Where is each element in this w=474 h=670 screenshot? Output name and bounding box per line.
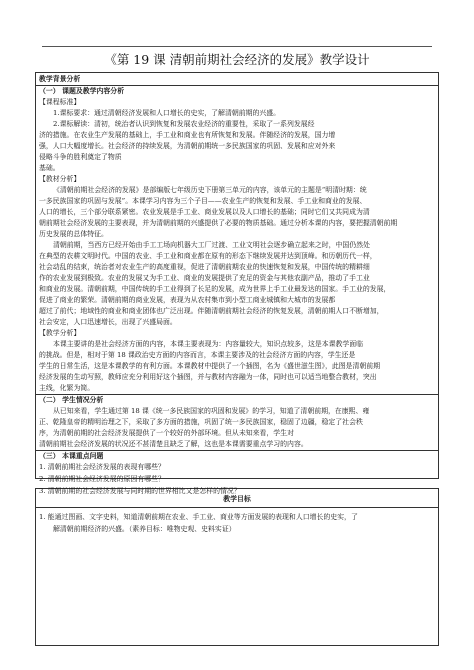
analysis-line: 的挑战。但是，相对于第 18 课政治史方面的内容而言，本课主要涉及的社会经济方面的内容，学生还是 xyxy=(39,351,356,359)
textbook-line: 人口的增长，三个部分联系紧密。农业发展是手工业、商业发展以及人口增长的基础；同时它们又共同成为清 xyxy=(39,208,370,216)
textbook-tag: 【教材分析】 xyxy=(39,175,81,183)
analysis-line: 主线，化繁为简。 xyxy=(39,384,95,392)
analysis-line: 本课主要讲的是社会经济方面的内容，本课主要表现为：内容量较大，知识点较多，这是本课教学面临 xyxy=(53,340,364,348)
curriculum-line: 侵略斗争的胜利奠定了物质 xyxy=(39,153,122,161)
textbook-line: 《清朝前期社会经济的发展》是部编版七年级历史下册第三单元的内容，该单元的主题是“明清时期：统 xyxy=(53,186,367,194)
objective-line: 解清朝前期经济的兴盛。（素养目标：唯物史观、史料实证） xyxy=(53,525,236,533)
textbook-line: 历史发展的总体特征。 xyxy=(39,230,108,238)
curriculum-line: 2.课标解读：清初，统治者认识到恢复和发展农业经济的重要性，采取了一系列发展经 xyxy=(53,120,315,128)
textbook-line: 和商业的发展。清朝前期，中国传统的手工业得到了长足的发展，成为世界上手工业最发达的国家。手工业的发展， xyxy=(39,285,391,293)
textbook-line: 社会动乱的结束，统治者对农业生产的高度重视，促进了清朝前期农业的快速恢复和发展，中国传统的精耕细 xyxy=(39,263,370,271)
textbook-line: 促进了商业的繁荣。清朝前期的商业发展，表现为从农村集市到小型工商业城镇和大城市的发展都 xyxy=(39,296,336,304)
objectives-heading-rule xyxy=(35,507,439,508)
section-1-title: （一） 课题及教学内容分析 xyxy=(39,87,125,95)
section-2-title: （二） 学生情况分析 xyxy=(39,396,104,404)
document-title: 《第 19 课 清朝前期社会经济的发展》教学设计 xyxy=(104,52,370,67)
curriculum-line: 1.课标要求：通过清朝经济发展和人口增长的史实，了解清朝前期的兴盛。 xyxy=(53,109,281,117)
student-line: 正、乾隆皇帝的精明治理之下，采取了多方面的措施，巩固了统一多民族国家，稳固了边疆，稳定了社会秩 xyxy=(39,418,363,426)
objective-line: 1. 能通过图画、文字史料，知道清朝前期在农业、手工业、商业等方面发展的表现和人口增长的史实，了 xyxy=(39,513,358,521)
textbook-line: 作的农业发展到极致。农业的发展又为手工业、商业的发展提供了充足的资金与其他农副产品，推动了手工业 xyxy=(39,274,370,282)
analysis-tag: 【教学分析】 xyxy=(39,329,81,337)
student-line: 序，为清朝前期的社会经济发展提供了一个较好的外部环境。但从未知来看，学生对 xyxy=(39,429,294,437)
analysis-line: 学生的日常生活，这是本课教学的有利方面。本课教材中提供了一个插图，名为《盛世滋生图》，此图是清朝前期 xyxy=(39,362,381,370)
textbook-line: 社会安定，人口迅速增长，出现了兴盛局面。 xyxy=(39,318,177,326)
curriculum-line: 强，人口大幅度增长。社会经济的持续发展，为清朝前期统一多民族国家的巩固、发展和应对外来 xyxy=(39,142,336,150)
textbook-line: 在典型的农耕文明时代。中国的农业、手工业和商业都在原有的形态下继续发展并达到顶峰。和历朝历代一样， xyxy=(39,252,377,260)
section-3-title: （三） 本课重点问题 xyxy=(39,452,104,460)
textbook-line: 朝前期社会经济发展的主要表现，并为清朝前期的兴盛提供了必要的物质基础。通过分析本课的内容，要把握清朝前期 xyxy=(39,219,398,227)
curriculum-line: 济的措施。在农业生产发展的基础上，手工业和商业也有所恢复和发展。伴随经济的发展，国力增 xyxy=(39,131,336,139)
question-item: 1. 清朝前期社会经济发展的表现有哪些？ xyxy=(39,463,165,471)
textbook-line: 清朝前期，当西方已经开始由手工工场向机器大工厂过渡、工业文明社会逐步确立起来之时，中国仍然处 xyxy=(53,241,370,249)
textbook-line: 超过了前代；地域性的商业和商业团体也广泛出现。伴随清朝前期社会经济的恢复发展，清朝前期人口不断增加， xyxy=(39,307,384,315)
question-item: 3. 清朝前期的社会经济发展与同时期的世界相比又是怎样的情况？ xyxy=(39,487,241,495)
student-line: 从已知来看，学生通过第 18 课《统一多民族国家的巩固和发展》的学习，知道了清朝前期，在康熙、雍 xyxy=(53,407,370,415)
curriculum-line: 基础。 xyxy=(39,164,60,172)
question-item: 2. 清朝前期社会经济发展的原因有哪些？ xyxy=(39,475,165,483)
objectives-heading: 教学目标 xyxy=(223,495,251,503)
analysis-line: 经济发展的生动写照，教师应充分利用好这个插图，并与教材内容融为一体，同时也可以适当地整合教材，突出 xyxy=(39,373,377,381)
student-line: 清朝前期社会经济发展的状况还不甚清楚且缺乏了解，这也是本课需要重点学习的内容。 xyxy=(39,440,308,448)
header-rule xyxy=(42,46,432,47)
textbook-line: 一多民族国家的巩固与发展”。本课学习内容为三个子目——农业生产的恢复和发展、手工业和商业的发展、 xyxy=(39,197,367,205)
background-heading: 教学背景分析 xyxy=(39,75,81,83)
curriculum-tag: 【课程标准】 xyxy=(39,98,81,106)
